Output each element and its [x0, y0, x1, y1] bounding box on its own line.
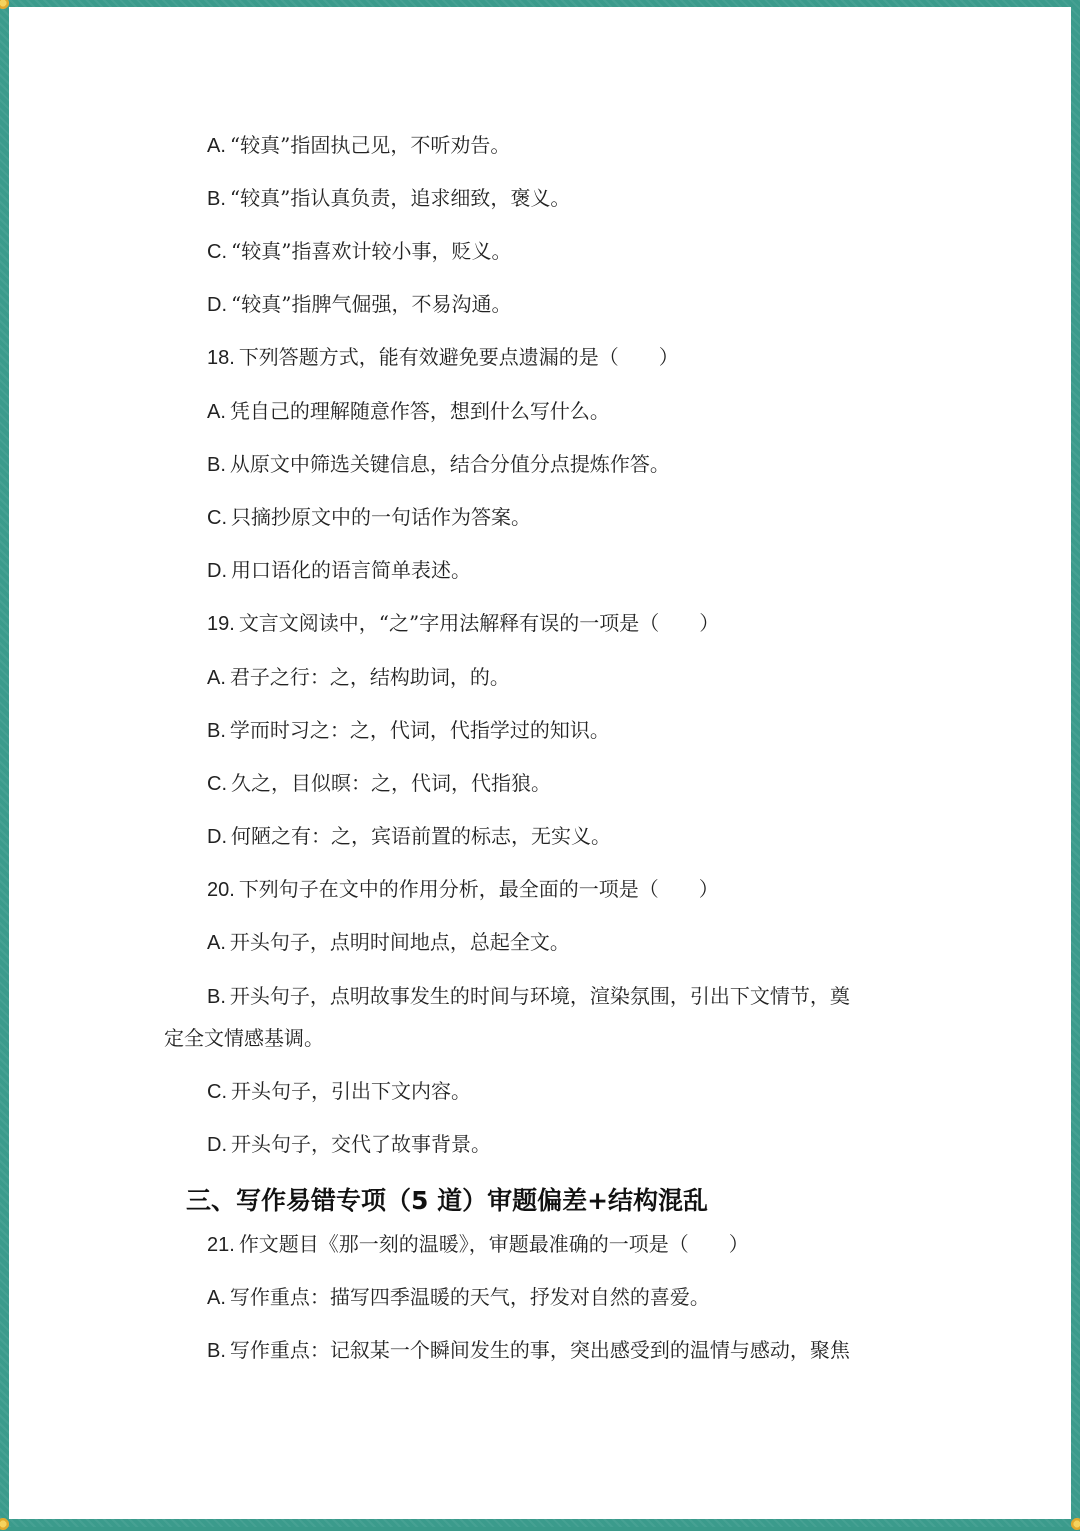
option-line: B. 从原文中筛选关键信息，结合分值分点提炼作答。 [207, 452, 670, 476]
option-line: A. 开头句子，点明时间地点，总起全文。 [207, 930, 570, 954]
question-18: 18. 下列答题方式，能有效避免要点遗漏的是（ ） [207, 345, 679, 369]
option-line: C. 只摘抄原文中的一句话作为答案。 [207, 505, 531, 529]
option-line: A. 凭自己的理解随意作答，想到什么写什么。 [207, 399, 610, 423]
option-line: C. “较真”指喜欢计较小事，贬义。 [207, 239, 512, 263]
option-line: D. 何陋之有：之，宾语前置的标志，无实义。 [207, 824, 611, 848]
section-heading: 三、写作易错专项（5 道）审题偏差+结构混乱 [186, 1186, 709, 1215]
option-line: A. 君子之行：之，结构助词，的。 [207, 665, 510, 689]
option-line: D. 开头句子，交代了故事背景。 [207, 1132, 491, 1156]
option-line: A. “较真”指固执己见，不听劝告。 [207, 133, 511, 157]
question-21: 21. 作文题目《那一刻的温暖》，审题最准确的一项是（ ） [207, 1232, 749, 1256]
option-line: B. “较真”指认真负责，追求细致，褒义。 [207, 186, 571, 210]
option-line: B. 写作重点：记叙某一个瞬间发生的事，突出感受到的温情与感动，聚焦 [207, 1338, 850, 1362]
option-line: C. 久之，目似暝：之，代词，代指狼。 [207, 771, 551, 795]
option-line: D. 用口语化的语言简单表述。 [207, 558, 471, 582]
option-line: D. “较真”指脾气倔强，不易沟通。 [207, 292, 512, 316]
corner-flower-icon [1070, 1517, 1080, 1531]
option-line: B. 学而时习之：之，代词，代指学过的知识。 [207, 718, 610, 742]
question-19: 19. 文言文阅读中，“之”字用法解释有误的一项是（ ） [207, 611, 720, 635]
option-line-continued: 定全文情感基调。 [164, 1026, 324, 1050]
option-line: B. 开头句子，点明故事发生的时间与环境，渲染氛围，引出下文情节，奠 [207, 984, 850, 1008]
option-line: C. 开头句子，引出下文内容。 [207, 1079, 471, 1103]
corner-flower-icon [0, 1517, 10, 1531]
document-page [9, 7, 1071, 1519]
question-20: 20. 下列句子在文中的作用分析，最全面的一项是（ ） [207, 877, 719, 901]
option-line: A. 写作重点：描写四季温暖的天气，抒发对自然的喜爱。 [207, 1285, 710, 1309]
